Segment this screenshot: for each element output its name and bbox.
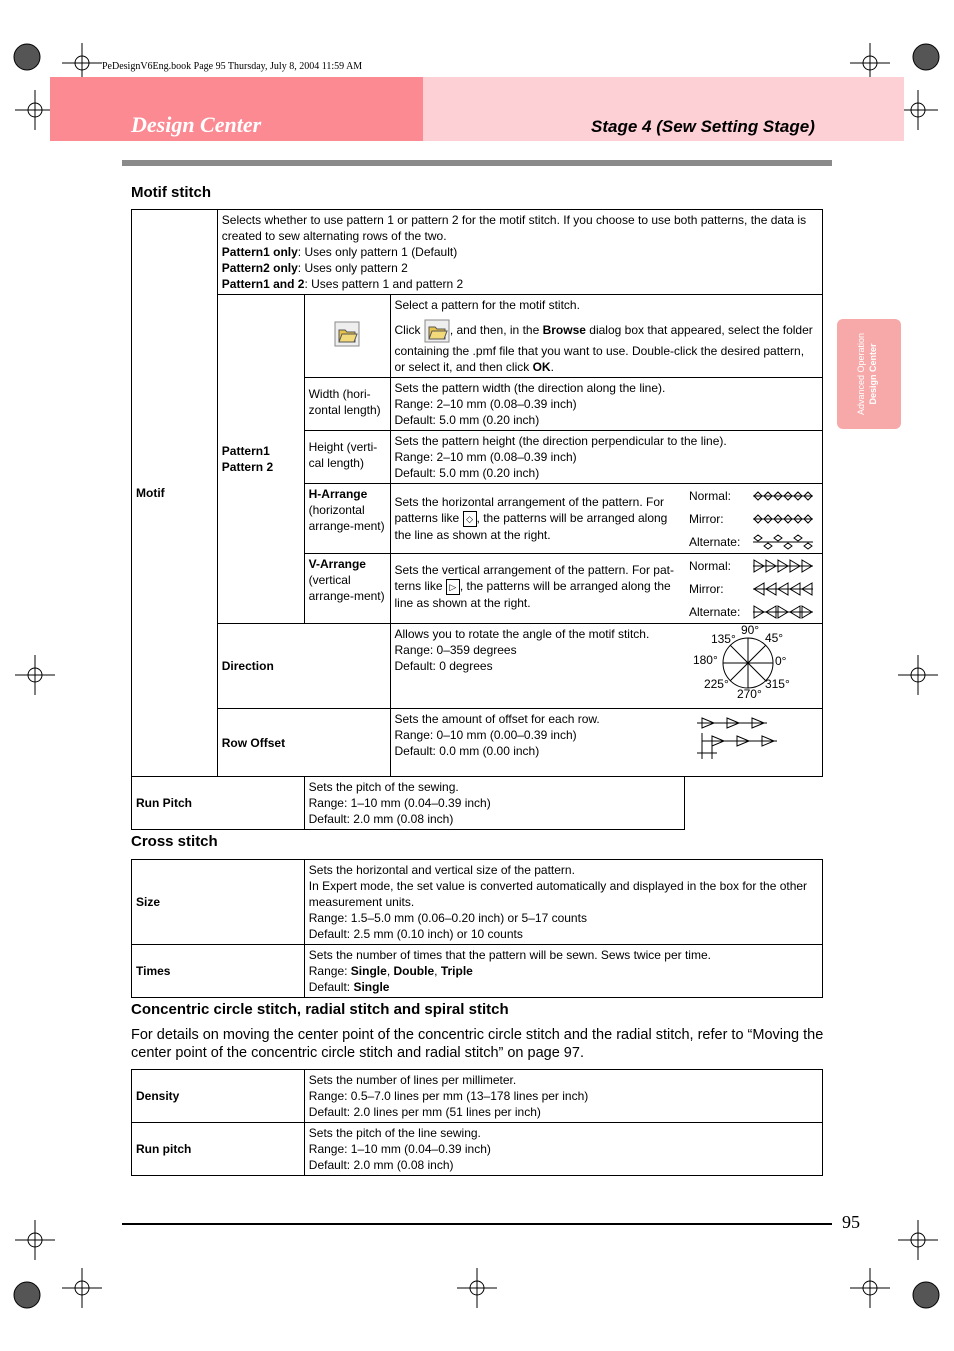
row-offset-label: Row Offset [217,709,390,777]
v-alternate-triangles-icon [753,605,815,619]
angle-90: 90° [740,623,760,637]
folder-open-icon[interactable] [334,321,360,347]
pattern-label [217,295,304,624]
select-line1: Select a pattern for the motif stitch. [394,298,580,312]
intro-line1: Selects whether to use pattern 1 or pattern 2 for the motif stitch. If you choose to use both patterns, the data is created to sew alternating rows of the two. [221,213,807,243]
times-r2: Double [393,964,435,978]
v-arrange-desc [390,554,685,624]
pattern-label-1: Pattern1 [221,444,270,458]
intro-p2-bold: Pattern2 only [221,261,298,275]
run-pitch-desc [304,777,685,830]
motif-section-title: Motif stitch [131,184,211,201]
v-arrange-text-b: , the patterns will be arranged along the line as shown at the right. [394,579,671,610]
v-alternate-label: Alternate: [688,604,741,619]
run-pitch-default: Default: 2.0 mm (0.08 inch) [308,812,454,826]
run-pitch-line1: Sets the pitch of the sewing. [308,780,459,794]
concentric-table [131,1069,823,1176]
height-range: Range: 2–10 mm (0.08–0.39 inch) [394,450,577,464]
select-pattern-text [390,295,823,378]
angle-270: 270° [736,687,762,701]
select-click: Click [394,323,421,338]
conc-run-pitch-desc [304,1123,822,1176]
page-number: 95 [842,1212,860,1232]
side-tab-line1: Advanced Operation [856,332,866,416]
size-line1: Sets the horizontal and vertical size of the pattern. [308,863,575,877]
motif-intro [217,210,822,295]
v-arrange-rest: (vertical arrange-ment) [308,573,385,603]
run-pitch-label: Run Pitch [132,777,305,830]
height-line1: Sets the pattern height (the direction perpendicular to the line). [394,434,727,448]
folder-icon-cell [304,295,390,378]
row-offset-line1: Sets the amount of offset for each row. [394,712,600,726]
angle-0: 0° [774,654,787,668]
angle-225: 225° [703,677,729,691]
density-line1: Sets the number of lines per millimeter. [308,1073,517,1087]
direction-line1: Allows you to rotate the angle of the motif stitch. [394,627,650,641]
h-arrange-desc [390,484,685,554]
h-arrange-rest: (horizontal arrange-ment) [308,503,385,533]
v-mirror-label: Mirror: [688,581,724,596]
v-arrange-label [304,554,390,624]
width-line1: Sets the pattern width (the direction along the line). [394,381,666,395]
v-arrange-samples [685,554,823,624]
side-tab-line2: Design Center [868,343,878,405]
times-label: Times [132,945,305,998]
select-after-icon: , and then, in the [449,323,543,338]
times-sep-1: , [386,964,394,978]
size-label: Size [132,860,305,945]
times-desc [304,945,822,998]
folder-open-icon-inline [424,319,450,343]
cross-section-title: Cross stitch [131,833,218,850]
file-info: PeDesignV6Eng.book Page 95 Thursday, July 8, 2004 11:59 AM [102,61,363,72]
intro-p1-text: : Uses only pattern 1 (Default) [297,245,458,259]
diamond-pattern-icon: ◇ [463,511,477,527]
direction-default: Default: 0 degrees [394,659,493,673]
width-label: Width (hori-zontal length) [304,378,390,431]
h-arrange-text-b: , the patterns will be arranged along the line as shown at the right. [394,511,668,542]
row-offset-range: Range: 0–10 mm (0.00–0.39 inch) [394,728,577,742]
direction-desc [390,624,685,709]
width-desc [390,378,823,431]
direction-label: Direction [217,624,390,709]
times-default-val: Single [353,980,390,994]
row-offset-default: Default: 0.0 mm (0.00 inch) [394,744,540,758]
pattern-label-2: Pattern 2 [221,460,274,474]
density-default: Default: 2.0 lines per mm (51 lines per inch) [308,1105,541,1119]
width-range: Range: 2–10 mm (0.08–0.39 inch) [394,397,577,411]
select-rest: dialog box that appeared, select the folder containing the .pmf file that you want to use. Double-click the desired pattern, or select it, and then click [394,323,813,374]
times-default-prefix: Default: [308,980,354,994]
motif-table [131,209,823,830]
select-end: . [550,360,554,374]
v-normal-triangles-icon [753,559,815,573]
concentric-paragraph: For details on moving the center point of the concentric circle stitch and the radial stitch, refer to “Moving the center point of the concentric circle stitch and radial stitch” on page 97. [131,1027,824,1061]
angle-135: 135° [710,632,736,646]
size-line2: In Expert mode, the set value is converted automatically and displayed in the box for the other measurement units. [308,879,808,909]
height-desc [390,431,823,484]
times-line1: Sets the number of times that the pattern will be sewn. Sews twice per time. [308,948,711,962]
motif-label: Motif [132,210,218,777]
row-offset-diagram [685,709,823,777]
intro-p1-bold: Pattern1 only [221,245,298,259]
side-tab-text [855,328,883,420]
times-sep-2: , [434,964,441,978]
size-range: Range: 1.5–5.0 mm (0.06–0.20 inch) or 5–17 counts [308,911,587,925]
size-default: Default: 2.5 mm (0.10 inch) or 10 counts [308,927,523,941]
intro-p2-text: : Uses only pattern 2 [297,261,408,275]
header-divider [122,160,832,166]
select-browse: Browse [542,323,586,338]
v-arrange-text-a: Sets the vertical arrangement of the pattern. For pat-terns like [394,563,674,593]
width-default: Default: 5.0 mm (0.20 inch) [394,413,540,427]
direction-range: Range: 0–359 degrees [394,643,517,657]
height-default: Default: 5.0 mm (0.20 inch) [394,466,540,480]
h-arrange-bold: H-Arrange [308,487,368,501]
times-range-prefix: Range: [308,964,351,978]
angle-180: 180° [692,653,718,667]
density-range: Range: 0.5–7.0 lines per mm (13–178 lines per inch) [308,1089,589,1103]
header-stage: Stage 4 (Sew Setting Stage) [591,117,815,136]
row-offset-triangles-icon [697,715,787,765]
density-label: Density [132,1070,305,1123]
angle-315: 315° [764,677,790,691]
h-mirror-label: Mirror: [688,511,724,526]
height-label: Height (verti-cal length) [304,431,390,484]
footer-line [122,1223,832,1225]
h-arrange-samples [685,484,823,554]
cross-table [131,859,823,998]
times-r1: Single [350,964,387,978]
h-normal-diamonds-icon [753,490,815,502]
size-desc [304,860,822,945]
h-arrange-text-a: Sets the horizontal arrangement of the pattern. For patterns like [394,495,664,525]
header-title: Design Center [131,112,262,137]
h-arrange-label [304,484,390,554]
intro-p12-text: : Uses pattern 1 and pattern 2 [304,277,464,291]
conc-run-pitch-label: Run pitch [132,1123,305,1176]
h-alternate-diamonds-icon [753,534,815,550]
concentric-section-title: Concentric circle stitch, radial stitch and spiral stitch [131,1001,509,1018]
row-offset-desc [390,709,685,777]
h-normal-label: Normal: [688,488,731,503]
select-ok: OK [532,360,551,374]
conc-run-pitch-range: Range: 1–10 mm (0.04–0.39 inch) [308,1142,491,1156]
h-alternate-label: Alternate: [688,534,741,549]
v-normal-label: Normal: [688,558,731,573]
intro-p12-bold: Pattern1 and 2 [221,277,305,291]
angle-45: 45° [764,631,784,645]
triangle-pattern-icon: ▷ [446,579,460,595]
conc-run-pitch-default: Default: 2.0 mm (0.08 inch) [308,1158,454,1172]
v-mirror-triangles-icon [753,582,815,596]
direction-diagram [685,624,823,709]
run-pitch-range: Range: 1–10 mm (0.04–0.39 inch) [308,796,491,810]
times-r3: Triple [440,964,473,978]
v-arrange-bold: V-Arrange [308,557,366,571]
h-mirror-diamonds-icon [753,513,815,525]
conc-run-pitch-line1: Sets the pitch of the line sewing. [308,1126,481,1140]
density-desc [304,1070,822,1123]
